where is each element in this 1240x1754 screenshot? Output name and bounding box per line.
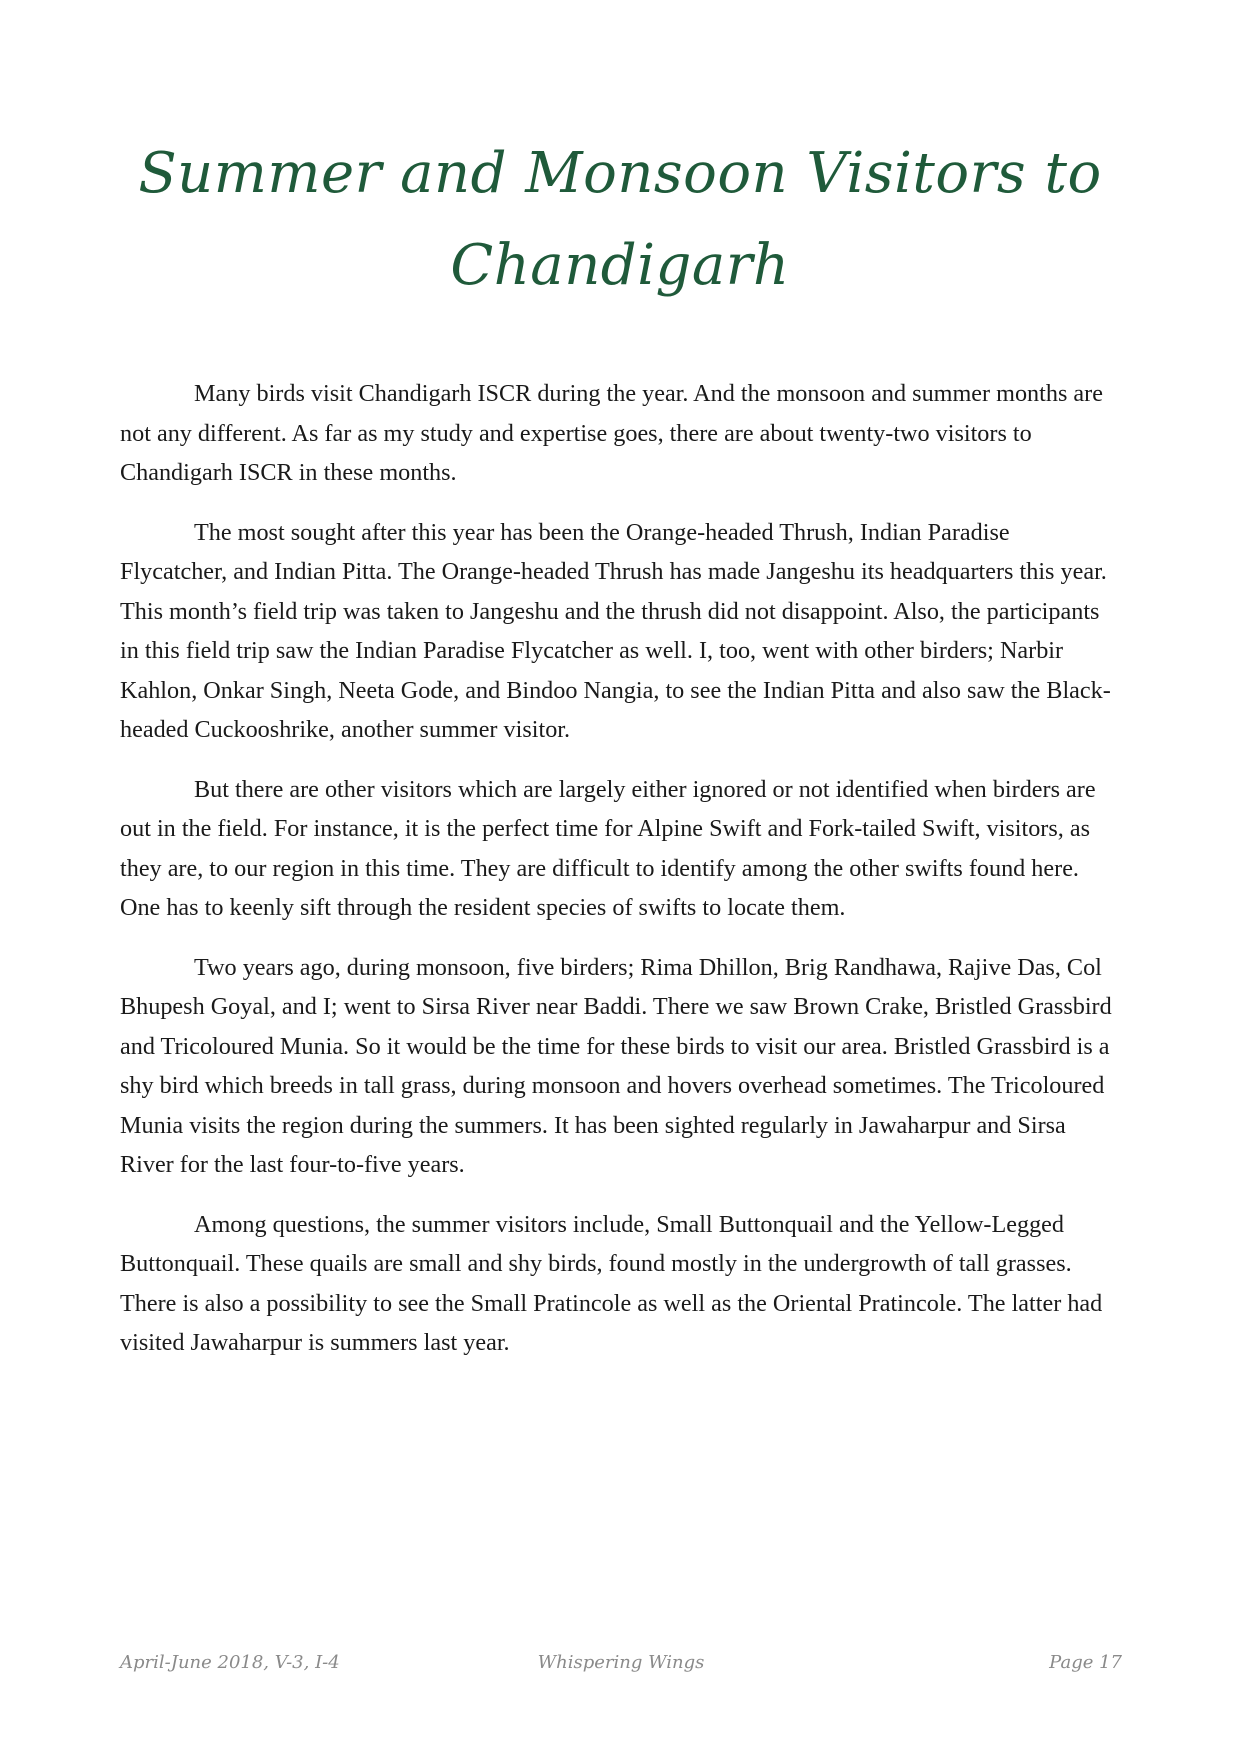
paragraph-5: Among questions, the summer visitors include, Small Buttonquail and the Yellow-Legged Buttonquail. These quails are small and shy birds, found mostly in the undergrowth of tall grasses. There is also a possibility to see the Small Pratincole as well as the Oriental Pratincole. The latter had visited Jawaharpur is summers last year. [120, 1210, 1103, 1356]
paragraph-1: Many birds visit Chandigarh ISCR during the year. And the monsoon and summer months are not any different. As far as my study and expertise goes, there are about twenty-two visitors to Chandigarh ISCR in these months. [120, 380, 1103, 486]
paragraph-2: The most sought after this year has been the Orange-headed Thrush, Indian Paradise Flycatcher, and Indian Pitta. The Orange-headed Thrush has made Jangeshu its headquarters this year. This month’s field trip was taken to Jangeshu and the thrush did not disappoint. Also, the participants in this field trip saw the Indian Paradise Flycatcher as well. I, too, went with other birders; Narbir Kahlon, Onkar Singh, Neeta Gode, and Bindoo Nangia, to see the Indian Pitta and also saw the Black-headed Cuckooshrike, another summer visitor. [120, 518, 1111, 743]
footer-page-number: Page 17 [1049, 1652, 1122, 1673]
paragraph-3: But there are other visitors which are largely either ignored or not identified when birders are out in the field. For instance, it is the perfect time for Alpine Swift and Fork-tailed Swift, visitors, as they are, to our region in this time. They are difficult to identify among the other swifts found here. One has to keenly sift through the resident species of swifts to locate them. [120, 775, 1096, 921]
article-title: Summer and Monsoon Visitors to Chandigarh [138, 141, 1102, 298]
article-body [120, 374, 1122, 1383]
page-footer [120, 1652, 1122, 1682]
footer-publication: Whispering Wings [537, 1652, 705, 1673]
paragraph-4: Two years ago, during monsoon, five birders; Rima Dhillon, Brig Randhawa, Rajive Das, Col Bhupesh Goyal, and I; went to Sirsa River near Baddi. There we saw Brown Crake, Bristled Grassbird and Tricoloured Munia. So it would be the time for these birds to visit our area. Bristled Grassbird is a shy bird which breeds in tall grass, during monsoon and hovers overhead sometimes. The Tricoloured Munia visits the region during the summers. It has been sighted regularly in Jawaharpur and Sirsa River for the last four-to-five years. [120, 953, 1112, 1178]
footer-issue: April-June 2018, V-3, I-4 [120, 1652, 340, 1673]
